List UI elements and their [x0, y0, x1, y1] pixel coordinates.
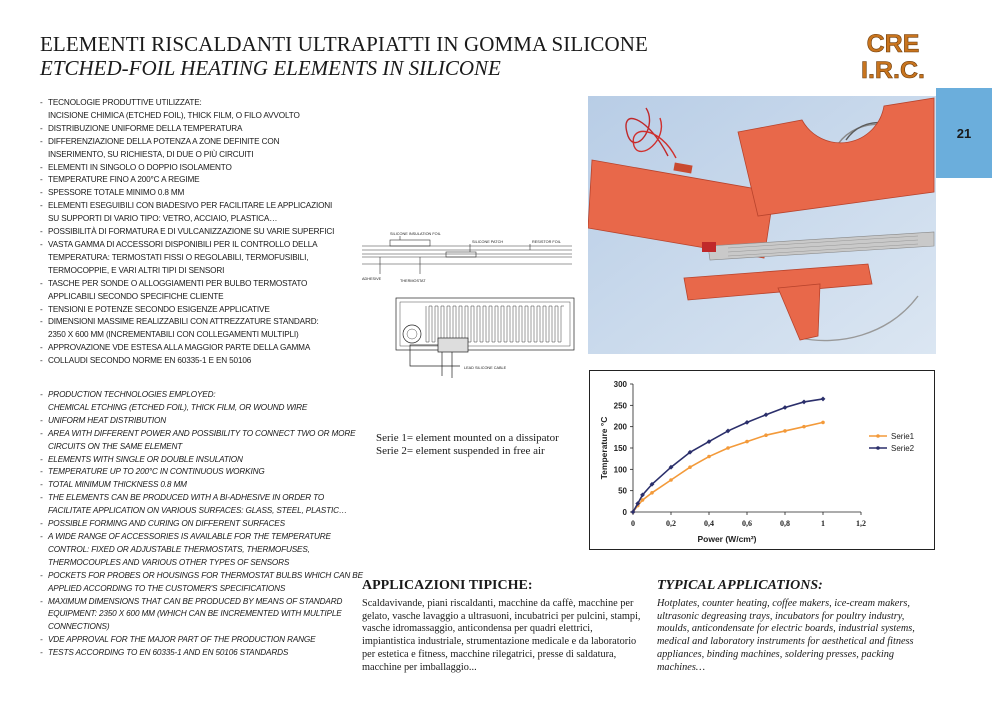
applications-title-italian: APPLICAZIONI TIPICHE:: [362, 578, 533, 593]
y-tick-label: 150: [613, 444, 627, 453]
feature-item: - TENSIONI E POTENZE SECONDO ESIGENZE APPLICATIVE: [40, 304, 358, 317]
feature-item: - SPESSORE TOTALE MINIMO 0.8 MM: [40, 187, 358, 200]
label-adhesive: ADHESIVE: [362, 277, 382, 281]
series-note: [376, 432, 559, 458]
series-note-1: Serie 1= element mounted on a dissipator: [376, 432, 559, 444]
feature-item: - PRODUCTION TECHNOLOGIES EMPLOYED: CHEMICAL ETCHING (ETCHED FOIL), THICK FILM, OR WOUND WIRE: [40, 389, 358, 415]
feature-item: - TECNOLOGIE PRODUTTIVE UTILIZZATE: INCISIONE CHIMICA (ETCHED FOIL), THICK FILM, O FILO AVVOLTO: [40, 97, 358, 123]
y-tick-label: 100: [613, 465, 627, 475]
feature-item: - A WIDE RANGE OF ACCESSORIES IS AVAILABLE FOR THE TEMPERATURE CONTROL: FIXED OR ADJUSTABLE THERMOSTATS, THERMOFUSES, THERMOCOUPLES AND VARIOUS OTHER TYPES OF SENSORS: [40, 531, 358, 570]
data-point: [745, 440, 749, 444]
feature-item: - DIMENSIONI MASSIME REALIZZABILI CON ATTREZZATURE STANDARD: 2350 X 600 MM (INCREMENTABILI CON COLLEGAMENTI MULTIPLI): [40, 316, 358, 342]
y-axis-label: Temperature °C: [599, 416, 609, 480]
chart-frame: [590, 371, 935, 550]
data-point: [726, 446, 730, 450]
applications-title-english: TYPICAL APPLICATIONS:: [657, 578, 823, 593]
feature-item: - ELEMENTI IN SINGOLO O DOPPIO ISOLAMENTO: [40, 162, 358, 175]
x-tick-label: 0,2: [666, 519, 676, 528]
applications-text-english: Hotplates, counter heating, coffee makers, ice-cream makers, ultrasonic degreasing trays, incubators for poultry industry, moulds, anticondensate for electric boards, industrial systems, medical and laboratory instruments for aesthetical and fitness appliances, binding machines, soldering presses, packing machines…: [657, 598, 915, 673]
title-italian: ELEMENTI RISCALDANTI ULTRAPIATTI IN GOMMA SILICONE: [40, 32, 648, 56]
x-tick-label: 1: [821, 519, 825, 528]
legend-marker: [876, 446, 880, 450]
y-tick-label: 300: [613, 380, 627, 389]
page-number: 21: [956, 126, 972, 141]
construction-diagram: [360, 226, 580, 386]
y-tick-label: 0: [622, 508, 627, 517]
temperature-power-chart: [589, 370, 935, 550]
logo-text-irc: I.R.C.: [861, 57, 925, 82]
feature-item: - TESTS ACCORDING TO EN 60335-1 AND EN 50106 STANDARDS: [40, 647, 358, 660]
feature-item: - ELEMENTI ESEGUIBILI CON BIADESIVO PER FACILITARE LE APPLICAZIONI SU SUPPORTI DI VARIO TIPO: VETRO, ACCIAIO, PLASTICA…: [40, 200, 358, 226]
feature-item: - DISTRIBUZIONE UNIFORME DELLA TEMPERATURA: [40, 123, 358, 136]
x-tick-label: 0: [631, 519, 635, 528]
x-axis-label: Power (W/cm²): [697, 534, 757, 544]
title-english: ETCHED-FOIL HEATING ELEMENTS IN SILICONE: [40, 56, 501, 80]
data-point: [783, 429, 787, 433]
data-point: [764, 433, 768, 437]
y-tick-label: 200: [613, 422, 627, 432]
y-tick-label: 250: [613, 401, 627, 411]
features-list-italian: [40, 97, 358, 368]
feature-item: - POSSIBILITÀ DI FORMATURA E DI VULCANIZZAZIONE SU VARIE SUPERFICI: [40, 226, 358, 239]
x-tick-label: 0,4: [704, 519, 714, 528]
feature-item: - TASCHE PER SONDE O ALLOGGIAMENTI PER BULBO TERMOSTATO APPLICABILI SECONDO SPECIFICHE CLIENTE: [40, 278, 358, 304]
feature-item: - POCKETS FOR PROBES OR HOUSINGS FOR THERMOSTAT BULBS WHICH CAN BE APPLIED ACCORDING TO THE CUSTOMER'S SPECIFICATIONS: [40, 570, 358, 596]
data-point: [707, 455, 711, 459]
legend-label: Serie1: [891, 432, 915, 441]
x-tick-label: 1,2: [856, 519, 866, 528]
product-photo: [588, 96, 936, 354]
label-insulation: SILICONE INSULATION FOIL: [390, 232, 441, 236]
data-point: [821, 421, 825, 425]
legend-label: Serie2: [891, 444, 915, 453]
company-logo: [858, 30, 928, 82]
data-point: [802, 425, 806, 429]
feature-item: - THE ELEMENTS CAN BE PRODUCED WITH A BI-ADHESIVE IN ORDER TO FACILITATE APPLICATION ON VARIOUS SURFACES: GLASS, STEEL, PLASTIC…: [40, 492, 358, 518]
feature-item: - TEMPERATURE FINO A 200°C A REGIME: [40, 174, 358, 187]
series-note-2: Serie 2= element suspended in free air: [376, 445, 545, 457]
feature-item: - DIFFERENZIAZIONE DELLA POTENZA A ZONE DEFINITE CON INSERIMENTO, SU RICHIESTA, DI DUE O PIÙ CIRCUITI: [40, 136, 358, 162]
feature-item: - TEMPERATURE UP TO 200°C IN CONTINUOUS WORKING: [40, 466, 358, 479]
y-tick-label: 50: [618, 486, 627, 496]
feature-item: - AREA WITH DIFFERENT POWER AND POSSIBILITY TO CONNECT TWO OR MORE CIRCUITS ON THE SAME ELEMENT: [40, 428, 358, 454]
applications-text-italian: Scaldavivande, piani riscaldanti, macchine da caffè, macchine per gelato, vasche lavaggio a ultrasuoni, incubatrici per pulcini, stampi, vasche idromassaggio, anticondensa per quadri elettrici, impiantistica industriale, strumentazione medicale e da laboratorio per estetica e fitness, macchine rilegatrici, presse di saldatura, macchine per imballaggio...: [362, 598, 641, 673]
data-point: [669, 478, 673, 482]
feature-item: - TOTAL MINIMUM THICKNESS 0.8 MM: [40, 479, 358, 492]
feature-item: - VASTA GAMMA DI ACCESSORI DISPONIBILI PER IL CONTROLLO DELLA TEMPERATURA: TERMOSTATI FISSI O REGOLABILI, TERMOFUSIBILI, TERMOCOPPIE, E VARI ALTRI TIPI DI SENSORI: [40, 239, 358, 278]
logo-text-cre: CRE: [866, 30, 920, 58]
feature-item: - POSSIBLE FORMING AND CURING ON DIFFERENT SURFACES: [40, 518, 358, 531]
feature-item: - APPROVAZIONE VDE ESTESA ALLA MAGGIOR PARTE DELLA GAMMA: [40, 342, 358, 355]
features-list-english: [40, 389, 363, 660]
data-point: [688, 465, 692, 469]
feature-item: - ELEMENTS WITH SINGLE OR DOUBLE INSULATION: [40, 454, 358, 467]
feature-item: - MAXIMUM DIMENSIONS THAT CAN BE PRODUCED BY MEANS OF STANDARD EQUIPMENT: 2350 X 600 MM (WHICH CAN BE INCREMENTED WITH MULTIPLE CONNECTIONS): [40, 596, 358, 635]
data-point: [650, 491, 654, 495]
feature-item: - COLLAUDI SECONDO NORME EN 60335-1 E EN 50106: [40, 355, 358, 368]
label-patch: SILICONE PATCH: [472, 240, 504, 244]
label-cable: LEAD SILICONE CABLE: [464, 366, 507, 370]
feature-item: - VDE APPROVAL FOR THE MAJOR PART OF THE PRODUCTION RANGE: [40, 634, 358, 647]
legend-marker: [876, 434, 880, 438]
feature-item: - UNIFORM HEAT DISTRIBUTION: [40, 415, 358, 428]
label-resistor: RESISTOR FOIL: [532, 240, 561, 244]
label-thermostat: THERMOSTAT: [400, 279, 426, 283]
x-tick-label: 0,8: [780, 519, 790, 528]
x-tick-label: 0,6: [742, 519, 752, 528]
